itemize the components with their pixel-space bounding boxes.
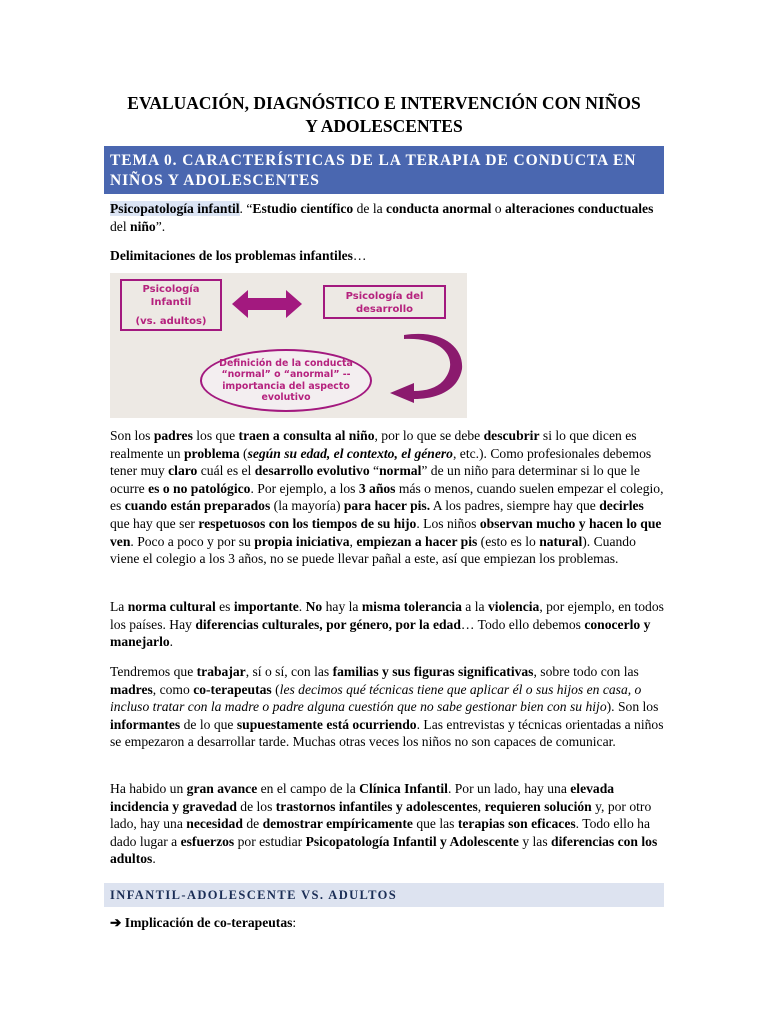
ellipse-label: “normal” o “anormal” -- <box>221 369 351 380</box>
text: , sí o sí, con las <box>245 664 333 679</box>
text: . <box>169 634 174 650</box>
term-highlight: Psicopatología infantil <box>110 201 240 216</box>
text: Son los <box>110 428 154 443</box>
text: violencia <box>487 599 540 614</box>
text: demostrar empíricamente <box>262 816 413 832</box>
right-arrow-icon: ➔ <box>110 915 122 930</box>
text: . Los niños <box>416 515 480 531</box>
text: que hay que ser <box>110 515 199 531</box>
text: terapias son eficaces <box>457 816 576 832</box>
text: de lo que <box>180 716 237 732</box>
text: , <box>349 533 357 549</box>
text: niño <box>130 218 156 234</box>
ellipse-label: evolutivo <box>261 392 311 403</box>
text: Psicopatología Infantil y Adolescente <box>305 833 519 849</box>
ellipse-label: Definición de la conducta <box>219 357 353 369</box>
text: o <box>491 201 505 216</box>
text: informantes <box>110 716 181 732</box>
text: esfuerzos <box>180 833 235 849</box>
text: claro <box>168 463 198 479</box>
text: misma tolerancia <box>361 599 462 614</box>
box-label: Psicología <box>142 284 200 295</box>
delimitation-diagram <box>110 273 467 418</box>
text: de la <box>353 201 387 216</box>
text: . Las entrevistas y técnicas orientadas a niños se empezaron a desarrollar tarde. Muchas otras veces los niños no son capaces de comunicar. <box>110 716 664 750</box>
ellipse-definicion-conducta <box>200 349 372 412</box>
text: padres <box>153 428 193 443</box>
text: ” de un niño para determinar si lo que le ocurre <box>110 463 640 496</box>
text: cuando están preparados <box>124 498 271 514</box>
paragraph-familias <box>110 663 666 751</box>
text: A los padres, siempre hay que <box>430 498 600 514</box>
paragraph-norma-cultural <box>110 598 666 651</box>
text: de <box>242 816 263 832</box>
text: . “ <box>239 201 253 216</box>
tema-heading <box>104 146 664 194</box>
text: trastornos infantiles y adolescentes <box>275 798 478 814</box>
box-label: (vs. adultos) <box>135 316 207 327</box>
text: requieren solución <box>484 798 592 814</box>
text: . Por ejemplo, a los <box>250 480 359 496</box>
text: , por ejemplo, en todos los países. Hay <box>110 599 664 632</box>
box-psicologia-infantil <box>120 279 222 331</box>
text: ). Cuando viene el colegio a los 3 años, no se puede llevar pañal a este, así que empiezan los problemas. <box>110 533 636 567</box>
box-label: Infantil <box>150 297 192 308</box>
text: conocerlo y manejarlo <box>110 616 651 650</box>
text: según su edad, el contexto, el género <box>247 445 453 461</box>
text: de los <box>236 798 276 814</box>
tema-line-1: TEMA 0. CARACTERÍSTICAS DE LA TERAPIA DE CONDUCTA EN <box>110 152 637 169</box>
text: . Poco a poco y por su <box>130 533 255 549</box>
text: Estudio científico <box>252 201 354 216</box>
box-label: desarrollo <box>355 304 414 315</box>
text: . <box>298 599 306 614</box>
section-heading: INFANTIL-ADOLESCENTE VS. ADULTOS <box>104 883 664 907</box>
text: , como <box>152 681 194 697</box>
text: en el campo de la <box>257 781 360 796</box>
text: ). Son los <box>606 699 659 715</box>
text: Tendremos que <box>110 664 197 679</box>
double-arrow-icon <box>230 287 304 321</box>
text: y, por otro lado, hay una <box>110 798 652 832</box>
text: , sobre todo con las <box>533 664 639 679</box>
text: … Todo ello debemos <box>460 616 585 632</box>
title-line-2: Y ADOLESCENTES <box>305 116 463 136</box>
text: problema <box>183 445 240 461</box>
text: Clínica Infantil <box>359 781 448 796</box>
text: ”. <box>155 218 166 234</box>
text: La <box>110 599 128 614</box>
text: cuál es el <box>197 463 255 479</box>
text: elevada incidencia y gravedad <box>110 781 615 814</box>
text: que las <box>412 816 458 832</box>
text: diferencias con los adultos <box>110 833 658 867</box>
text: … <box>352 248 367 263</box>
text: y las <box>518 833 552 849</box>
curved-arrow-icon <box>372 333 464 405</box>
text: desarrollo evolutivo <box>254 463 370 479</box>
text: del <box>110 218 131 234</box>
text: “ <box>369 463 380 479</box>
text: traen a consulta al niño <box>238 428 375 443</box>
text: más o menos, cuando suelen empezar el colegio, es <box>110 480 664 514</box>
paragraph-padres <box>110 427 666 568</box>
definition-paragraph <box>110 200 666 235</box>
text: Delimitaciones de los problemas infantiles <box>110 248 353 263</box>
document-title <box>100 92 668 138</box>
text: es <box>215 599 234 614</box>
text: ( <box>271 681 280 697</box>
text: alteraciones conductuales <box>505 201 654 216</box>
text: , etc.). Como profesionales debemos tener muy <box>110 445 652 479</box>
text: observan mucho y hacen lo que ven <box>110 515 662 549</box>
text: empiezan a hacer pis <box>356 533 478 549</box>
text: co-terapeutas <box>193 681 272 697</box>
text: a la <box>461 599 488 614</box>
text: diferencias culturales, por género, por la edad <box>195 616 461 632</box>
text: es o no patológico <box>148 480 251 496</box>
text: (esto es lo <box>477 533 540 549</box>
ellipse-label: importancia del aspecto <box>222 380 350 392</box>
text: decirles <box>599 498 644 514</box>
text: natural <box>539 533 583 549</box>
text: si lo que dicen es realmente un <box>110 428 637 461</box>
text: los que <box>192 428 239 443</box>
text: . Todo ello ha dado lugar a <box>110 816 650 849</box>
tema-line-2: NIÑOS Y ADOLESCENTES <box>110 172 320 189</box>
text: conducta anormal <box>386 201 492 216</box>
text: Implicación de co-terapeutas <box>121 915 293 930</box>
text: . Por un lado, hay una <box>447 781 571 796</box>
text: , <box>477 798 485 814</box>
text: supuestamente está ocurriendo <box>236 716 417 732</box>
text: respetuosos con los tiempos de su hijo <box>198 515 417 531</box>
text: ( <box>239 445 248 461</box>
text: les decimos qué técnicas tiene que aplicar él o sus hijos en casa, o incluso tratar con la madre o padre alguna cuestión que no sabe gestionar bien con su hijo <box>110 681 642 715</box>
text: familias y sus figuras significativas <box>332 664 534 679</box>
text: No <box>305 599 323 614</box>
box-psicologia-desarrollo <box>323 285 446 319</box>
text: Ha habido un <box>110 781 187 796</box>
co-terapeutas-item <box>110 914 666 932</box>
text: : <box>292 915 297 930</box>
delimitations-paragraph <box>110 247 666 265</box>
text: propia iniciativa <box>254 533 350 549</box>
text: necesidad <box>186 816 243 832</box>
text: , por lo que se debe <box>374 428 484 443</box>
text: hay la <box>322 599 362 614</box>
text: norma cultural <box>127 599 216 614</box>
box-label: Psicología del <box>345 291 424 302</box>
text: normal <box>379 463 422 479</box>
text: importante <box>233 599 299 614</box>
text: gran avance <box>186 781 258 796</box>
text: por estudiar <box>234 833 306 849</box>
text: madres <box>110 681 153 697</box>
text: 3 años <box>358 480 396 496</box>
text: . <box>152 851 156 867</box>
text: descubrir <box>483 428 540 443</box>
title-line-1: EVALUACIÓN, DIAGNÓSTICO E INTERVENCIÓN CON NIÑOS <box>127 93 641 113</box>
text: trabajar <box>196 664 246 679</box>
text: (la mayoría) <box>270 498 344 514</box>
text: para hacer pis. <box>343 498 431 514</box>
paragraph-clinica-infantil <box>110 780 666 868</box>
